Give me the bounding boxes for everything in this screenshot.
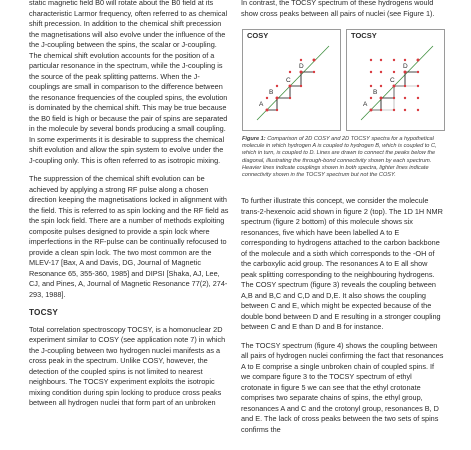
paragraph-spin-lock: The suppression of the chemical shift evolution can be achieved by applying a strong RF pulse along a chosen direction keeping the magnetisations locked in alignment with the field. This is referred to as spin locking and the RF field as the spin lock field. There are a number of methods exploiting composite pulses designed to provide a spin lock where imperfections in the RF-pulse can be continually refocused to provide a clean spin lock. The two most common are the MLEV-17 [Bax, A and Davis, DG, Journal of Magnetic Resonance 65, 355-360, 1985] and DIPSI [Shaka, AJ, Lee, CJ, and Pines, A, Journal of Magnetic Resonance 77(2), 274-293, 1988]. xyxy=(29,174,229,299)
cosy-peak-ab-lower xyxy=(276,109,278,111)
cosy-panel-title: COSY xyxy=(247,31,269,40)
figure-1 xyxy=(242,29,445,131)
right-column-continued xyxy=(241,196,444,443)
paragraph-tocsy-contrast: In contrast, the TOCSY spectrum of these hydrogens would show cross peaks between all pairs of nuclei (see Figure 1). xyxy=(241,0,435,18)
tocsy-label-d: D xyxy=(403,63,408,70)
cosy-label-c: C xyxy=(286,77,291,84)
cosy-peak-ab-upper xyxy=(266,97,268,99)
cosy-diag-d xyxy=(300,71,303,74)
cosy-peak-bc-lower xyxy=(289,97,291,99)
tocsy-label-a: A xyxy=(363,101,368,108)
tocsy-label-c: C xyxy=(390,77,395,84)
paragraph-hexenoic-acid: To further illustrate this concept, we consider the molecule trans-2-hexenoic acid shown in figure 2 (top). The 1D 1H NMR spectrum (figure 2 bottom) of this molecule shows six resonances, five which have been labelled A to E corresponding to hydrogens attached to the carbon backbone of the molecule and a sixth which corresponds to the -OH of the carboxylic acid group. The resonances A to E all show peak splitting corresponding to the neighbouring hydrogens. The COSY spectrum (figure 3) reveals the coupling between A,B and B,C and C,D and D,E. It also shows the coupling between C and E, which might be expected because of the double bond between D and E resulting in a stronger coupling between C and E than D and B for instance. xyxy=(241,196,443,331)
caption-text: Comparison of 2D COSY and 2D TOCSY spectra for a hypothetical molecule in which hydrogen A is coupled to hydrogen B, which is coupled to C, which in turn, is coupled to D. Lines are drawn to connect the peaks below the diagonal, illustrating the through-bond connectivity shown by each spectrum. Heavier lines indicate couplings shown in both spectra, lighter lines indicate connectivity shown in the TOCSY spectrum but not the COSY. xyxy=(242,136,437,179)
caption-lead: Figure 1: xyxy=(242,136,266,142)
tocsy-plot xyxy=(347,30,446,132)
left-column xyxy=(29,0,229,417)
paragraph-chemical-shift: static magnetic field B0 will rotate about the B0 field at its characteristic Larmor frequency, often referred to as chemical shift precession. In addition to the chemical shift precession the magnetisations will also evolve under the influence of the the J-coupling between the spins, the scalar or J-coupling. The chemical shift evolution accounts for the position of a particular resonance in the spectrum, while the J-coupling is the source of the peak splitting patterns. When the J-couplings are small in comparison to the difference between the resonance frequencies of the coupled spins, the evolution is dominated by the chemical shift. This may be true because the B0 field is high or because the pair of spins are separated in the molecule by several bonds producing a small coupling. In some experiments it is desirable to suppress the chemical shift evolution and allow the spin system to evolve under the J-coupling only. This is often referred to as isotropic mixing. xyxy=(29,0,228,165)
cosy-plot xyxy=(243,30,342,132)
cosy-diag-c xyxy=(289,85,292,88)
section-heading-tocsy: TOCSY xyxy=(29,308,59,317)
cosy-lower-peaks xyxy=(276,71,315,111)
tocsy-panel-title: TOCSY xyxy=(351,31,377,40)
cosy-peak-cd-upper xyxy=(289,71,291,73)
paragraph-tocsy-intro: Total correlation spectroscopy TOCSY, is a homonuclear 2D experiment similar to COSY (see application note 7) in which the J-coupling between two hydrogen nuclei manifests as a cross peak in the spectrum. Unlike COSY, however, the detection of the coupled spins is not limited to nearest neighbours. The TOCSY experiment exploits the isotropic mixing condition during spin locking to produce cross peaks between all hydrogen nuclei that form part of an unbroken xyxy=(29,324,226,407)
cosy-peak-de-lower xyxy=(313,71,315,73)
cosy-diag-a xyxy=(266,109,269,112)
cosy-label-d: D xyxy=(299,63,304,70)
cosy-peak-bc-upper xyxy=(276,85,278,87)
right-column-top xyxy=(241,0,444,27)
cosy-label-b: B xyxy=(269,89,274,96)
cosy-diag-b xyxy=(276,97,279,100)
figure-1-caption xyxy=(242,136,445,179)
cosy-diag-e xyxy=(313,59,316,62)
cosy-panel xyxy=(242,29,341,131)
cosy-peak-de-upper xyxy=(300,59,302,61)
tocsy-panel xyxy=(346,29,445,131)
tocsy-label-b: B xyxy=(373,89,378,96)
paragraph-tocsy-figure-4: The TOCSY spectrum (figure 4) shows the coupling between all pairs of hydrogen nuclei confirming the fact that resonances A to E comprise a single unbroken chain of coupled spins. If we compare figure 3 to the TOCSY spectrum of ethyl crotonate in figure 5 we can see that the ethyl crotonate comprises two separate chains of spins, the ethyl group, resonances A and C and the crotonyl group, resonances B, D and E. The lack of cross peaks between the two sets of spins confirms the xyxy=(241,340,444,434)
cosy-peak-cd-lower xyxy=(300,85,302,87)
cosy-label-a: A xyxy=(259,101,264,108)
